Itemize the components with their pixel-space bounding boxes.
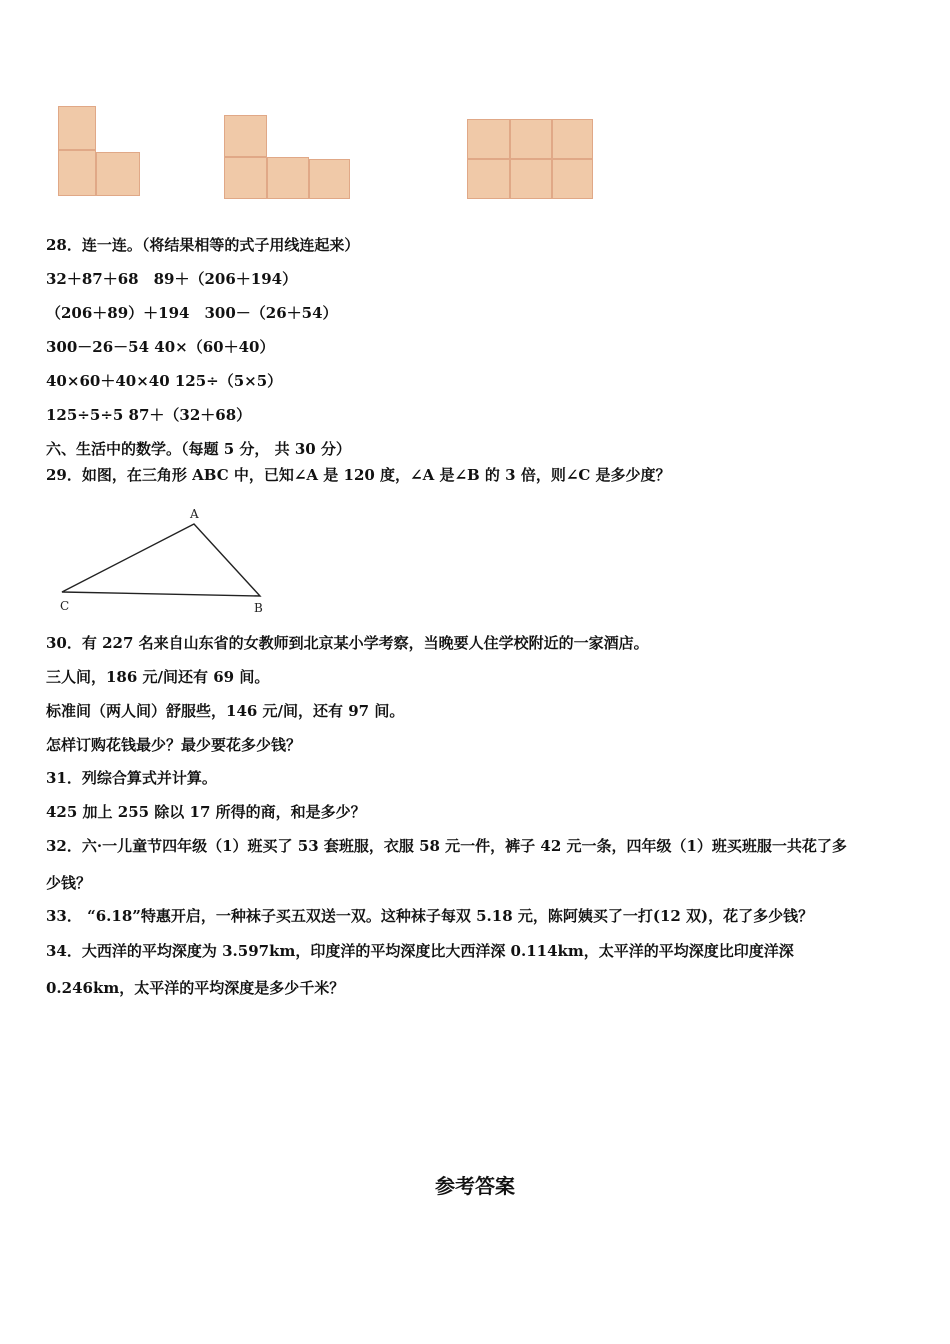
vertex-label-c: C	[60, 599, 70, 613]
triangle-abc	[62, 524, 260, 596]
q28-row-1: 32＋87＋68 89＋（206＋194）	[46, 270, 298, 288]
section-6-heading: 六、生活中的数学。（每题 5 分， 共 30 分）	[46, 440, 351, 458]
q31-line-1: 31．列综合算式并计算。	[46, 769, 217, 787]
q29-text: 29．如图，在三角形 ABC 中，已知∠A 是 120 度，∠A 是∠B 的 3 倍，则∠C 是多少度？	[46, 466, 671, 484]
q28-title: 28．连一连。（将结果相等的式子用线连起来）	[46, 236, 360, 254]
q32-line-2: 少钱？	[46, 874, 92, 892]
q30-line-2: 三人间，186 元/间还有 69 间。	[46, 668, 270, 686]
q28-row-3: 300－26－54 40×（60＋40）	[46, 338, 275, 356]
square-figures	[0, 0, 950, 220]
q28-row-4: 40×60＋40×40 125÷（5×5）	[46, 372, 283, 390]
q32-line-1: 32．六·一儿童节四年级（1）班买了 53 套班服，衣服 58 元一件，裤子 42 元一条，四年级（1）班买班服一共花了多	[46, 837, 847, 855]
q31-line-2: 425 加上 255 除以 17 所得的商，和是多少？	[46, 803, 366, 821]
vertex-label-a: A	[190, 507, 199, 521]
vertex-label-b: B	[254, 601, 263, 615]
q30-line-4: 怎样订购花钱最少？最少要花多少钱？	[46, 736, 302, 754]
q28-row-5: 125÷5÷5 87＋（32＋68）	[46, 406, 252, 424]
q33-text: 33． “6.18”特惠开启，一种袜子买五双送一双。这种袜子每双 5.18 元，陈阿姨买了一打(12 双)，花了多少钱？	[46, 907, 814, 925]
answer-section-title: 参考答案	[435, 1174, 515, 1198]
triangle-abc-diagram	[52, 504, 272, 616]
q28-row-2: （206＋89）＋194 300－（26＋54）	[46, 304, 338, 322]
q34-line-1: 34．大西洋的平均深度为 3.597km，印度洋的平均深度比大西洋深 0.114km，太平洋的平均深度比印度洋深	[46, 942, 794, 960]
q34-line-2: 0.246km，太平洋的平均深度是多少千米？	[46, 979, 345, 997]
q30-line-3: 标准间（两人间）舒服些，146 元/间，还有 97 间。	[46, 702, 405, 720]
q30-line-1: 30．有 227 名来自山东省的女教师到北京某小学考察，当晚要人住学校附近的一家酒店。	[46, 634, 649, 652]
